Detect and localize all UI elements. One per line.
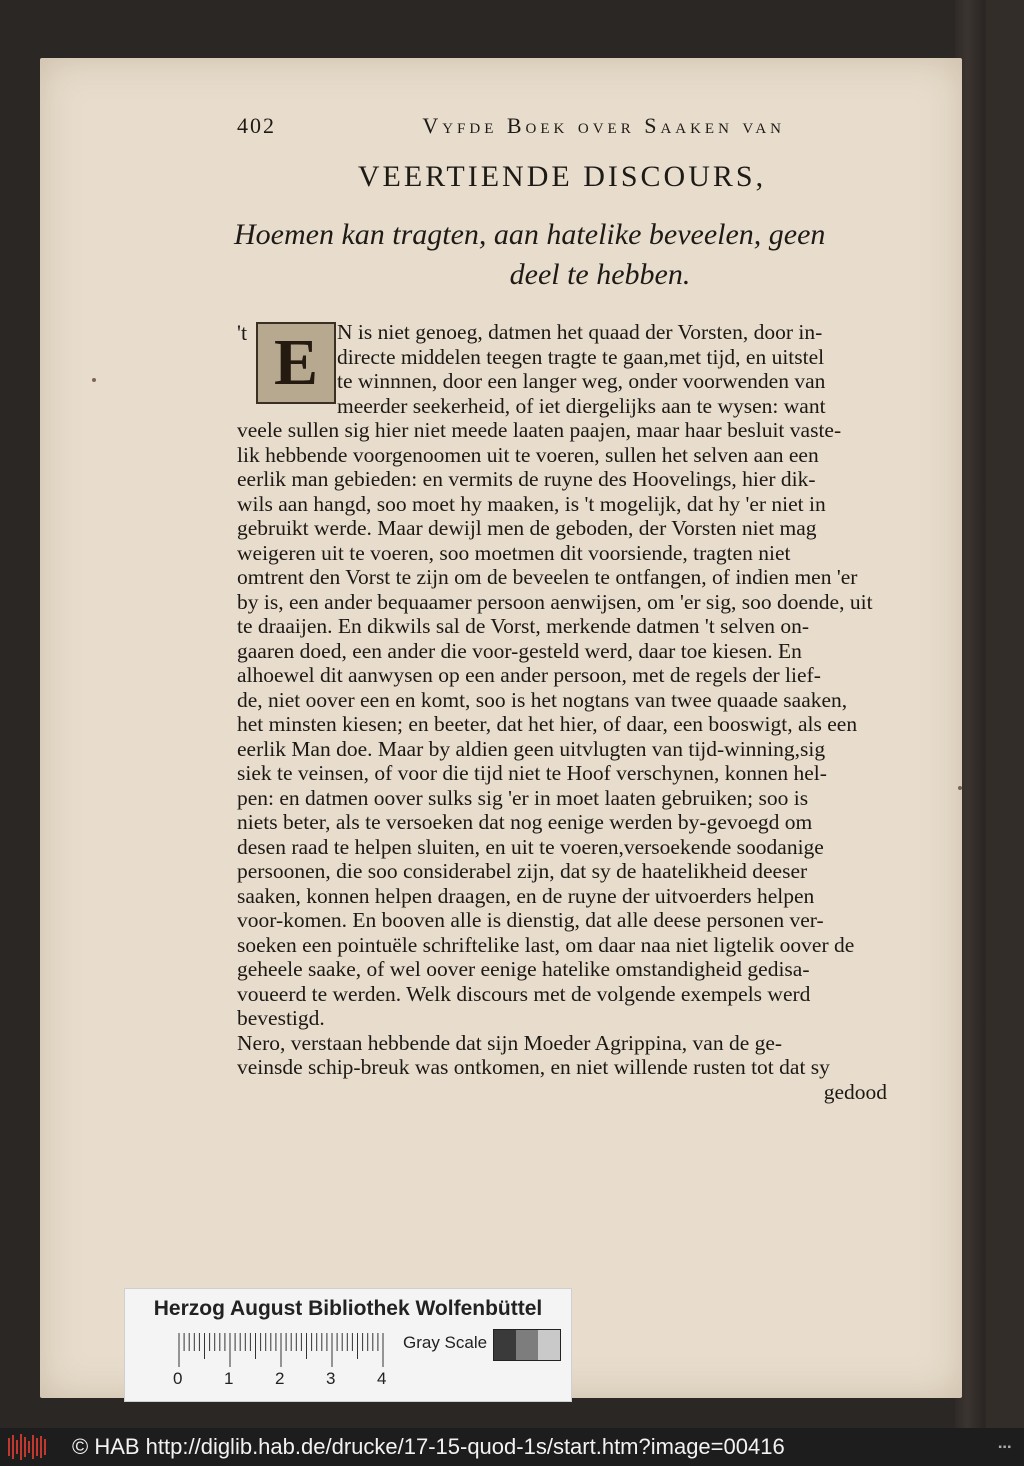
text-line: omtrent den Vorst te zijn om de beveelen te ontfangen, of indien men 'er [237, 565, 858, 589]
logo-bar [16, 1440, 18, 1454]
logo-bar [12, 1435, 14, 1459]
text-line: Nero, verstaan hebbende dat sijn Moeder Agrippina, van de ge- [237, 1030, 783, 1055]
text-line: alhoewel dit aanwysen op een ander persoon, met de regels der lief- [237, 663, 821, 687]
ruler-number: 1 [224, 1369, 234, 1388]
gray-swatch [516, 1330, 538, 1360]
text-line: weigeren uit te voeren, soo moetmen dit voorsiende, tragten niet [237, 540, 791, 565]
text-line: bevestigd. [237, 1006, 325, 1030]
gray-swatch [538, 1330, 560, 1360]
logo-bar [32, 1435, 34, 1459]
ruler-number: 4 [377, 1369, 387, 1388]
text-line: te winnnen, door een langer weg, onder voorwenden van [337, 369, 826, 393]
text-line: veinsde schip-breuk was ontkomen, en niet willende rusten tot dat sy [237, 1055, 830, 1079]
initial-letter: E [273, 326, 319, 399]
logo-bar [40, 1436, 42, 1458]
paper-speck [958, 786, 962, 790]
text-line: de, niet oover een en komt, soo is het nogtans van twee quaade saaken, [237, 687, 848, 712]
paragraph-marker: 't [237, 320, 248, 345]
text-line: N is niet genoeg, datmen het quaad der Vorsten, door in- [337, 320, 823, 344]
gray-scale-label: Gray Scale [403, 1333, 488, 1352]
running-head [237, 113, 785, 143]
page-number: 402 [237, 113, 276, 138]
text-line: eerlik Man doe. Maar by aldien geen uitvlugten van tijd-winning,sig [237, 736, 826, 761]
text-line: gedood [823, 1079, 887, 1104]
chapter-subheading [230, 215, 890, 295]
text-line: gaaren doed, een ander die voor-gesteld werd, daar toe kiesen. En [237, 638, 802, 663]
footer-bar [0, 1428, 1024, 1466]
text-line: gebruikt werde. Maar dewijl men de geboden, der Vorsten niet mag [237, 516, 817, 540]
text-line: siek te veinsen, of voor die tijd niet te Hoof verschynen, konnen hel- [237, 761, 827, 785]
subheading-line-2: deel te hebben. [509, 258, 691, 291]
text-line: veele sullen sig hier niet meede laaten paajen, maar haar besluit vaste- [237, 418, 842, 442]
logo-bar [24, 1437, 26, 1457]
gray-swatch [494, 1330, 516, 1360]
text-line: desen raad te helpen sluiten, en uit te voeren,versoekende soodanige [237, 834, 824, 859]
text-line: meerder seekerheid, of iet diergelijks aan te wysen: want [337, 393, 826, 418]
text-line: saaken, konnen helpen draagen, en de ruyne der uitvoerders helpen [237, 883, 815, 908]
library-name: Herzog August Bibliothek Wolfenbüttel [153, 1297, 543, 1320]
footer-menu-icon[interactable]: ▪▪▪ [998, 1442, 1012, 1453]
gray-scale-swatches [493, 1329, 561, 1361]
ruler-number: 0 [173, 1369, 183, 1388]
library-color-card [124, 1288, 572, 1402]
subheading-line-1: Hoemen kan tragten, aan hatelike beveelen, geen [234, 218, 826, 251]
logo-bar [36, 1438, 38, 1456]
hab-logo-icon [8, 1434, 48, 1460]
ruler-number: 2 [275, 1369, 285, 1388]
text-line: niets beter, als te versoeken dat nog eenige werden by-gevoegd om [237, 810, 813, 834]
facing-page-edge [986, 0, 1024, 1428]
text-line: directe middelen teegen tragte te gaan,met tijd, en uitstel [337, 344, 825, 369]
logo-bar [20, 1434, 22, 1460]
logo-bar [28, 1441, 30, 1453]
text-line: lik hebbende voorgenoomen uit te voeren, sullen het selven aan een [237, 442, 819, 467]
chapter-heading: VEERTIENDE DISCOURS, [357, 160, 767, 193]
text-line: soeken een pointuële schriftelike last, om daar naa niet ligtelik oover de [237, 932, 855, 957]
ruler-number: 3 [326, 1369, 336, 1388]
text-line: persoonen, die soo considerabel zijn, dat sy de haatelikheid deeser [237, 859, 808, 883]
ruler-scale [177, 1331, 389, 1369]
logo-bar [8, 1438, 10, 1456]
body-text [237, 320, 887, 1104]
text-line: voor-komen. En booven alle is dienstig, dat alle deese personen ver- [237, 908, 824, 932]
text-line: het minsten kiesen; en beeter, dat het hier, of daar, een booswigt, als een [237, 712, 858, 736]
text-line: te draaijen. En dikwils sal de Vorst, merkende datmen 't selven on- [237, 614, 810, 638]
text-line: by is, een ander bequaamer persoon aenwijsen, om 'er sig, soo doende, uit [237, 589, 873, 614]
running-title: Vyfde Boek over Saaken van [422, 113, 785, 138]
paper-speck [92, 378, 96, 382]
text-line: geheele saake, of wel oover eenige hatelike omstandigheid gedisa- [237, 957, 810, 981]
text-line: voueerd te werden. Welk discours met de volgende exempels werd [237, 981, 811, 1006]
text-line: wils aan hangd, soo moet hy maaken, is 't mogelijk, dat hy 'er niet in [237, 491, 826, 516]
footer-copyright-link[interactable]: © HAB http://diglib.hab.de/drucke/17-15-quod-1s/start.htm?image=00416 [72, 1434, 785, 1459]
text-line: pen: en datmen oover sulks sig 'er in moet laaten gebruiken; soo is [237, 785, 809, 810]
text-line: eerlik man gebieden: en vermits de ruyne des Hoovelings, hier dik- [237, 467, 816, 491]
logo-bar [44, 1439, 46, 1455]
